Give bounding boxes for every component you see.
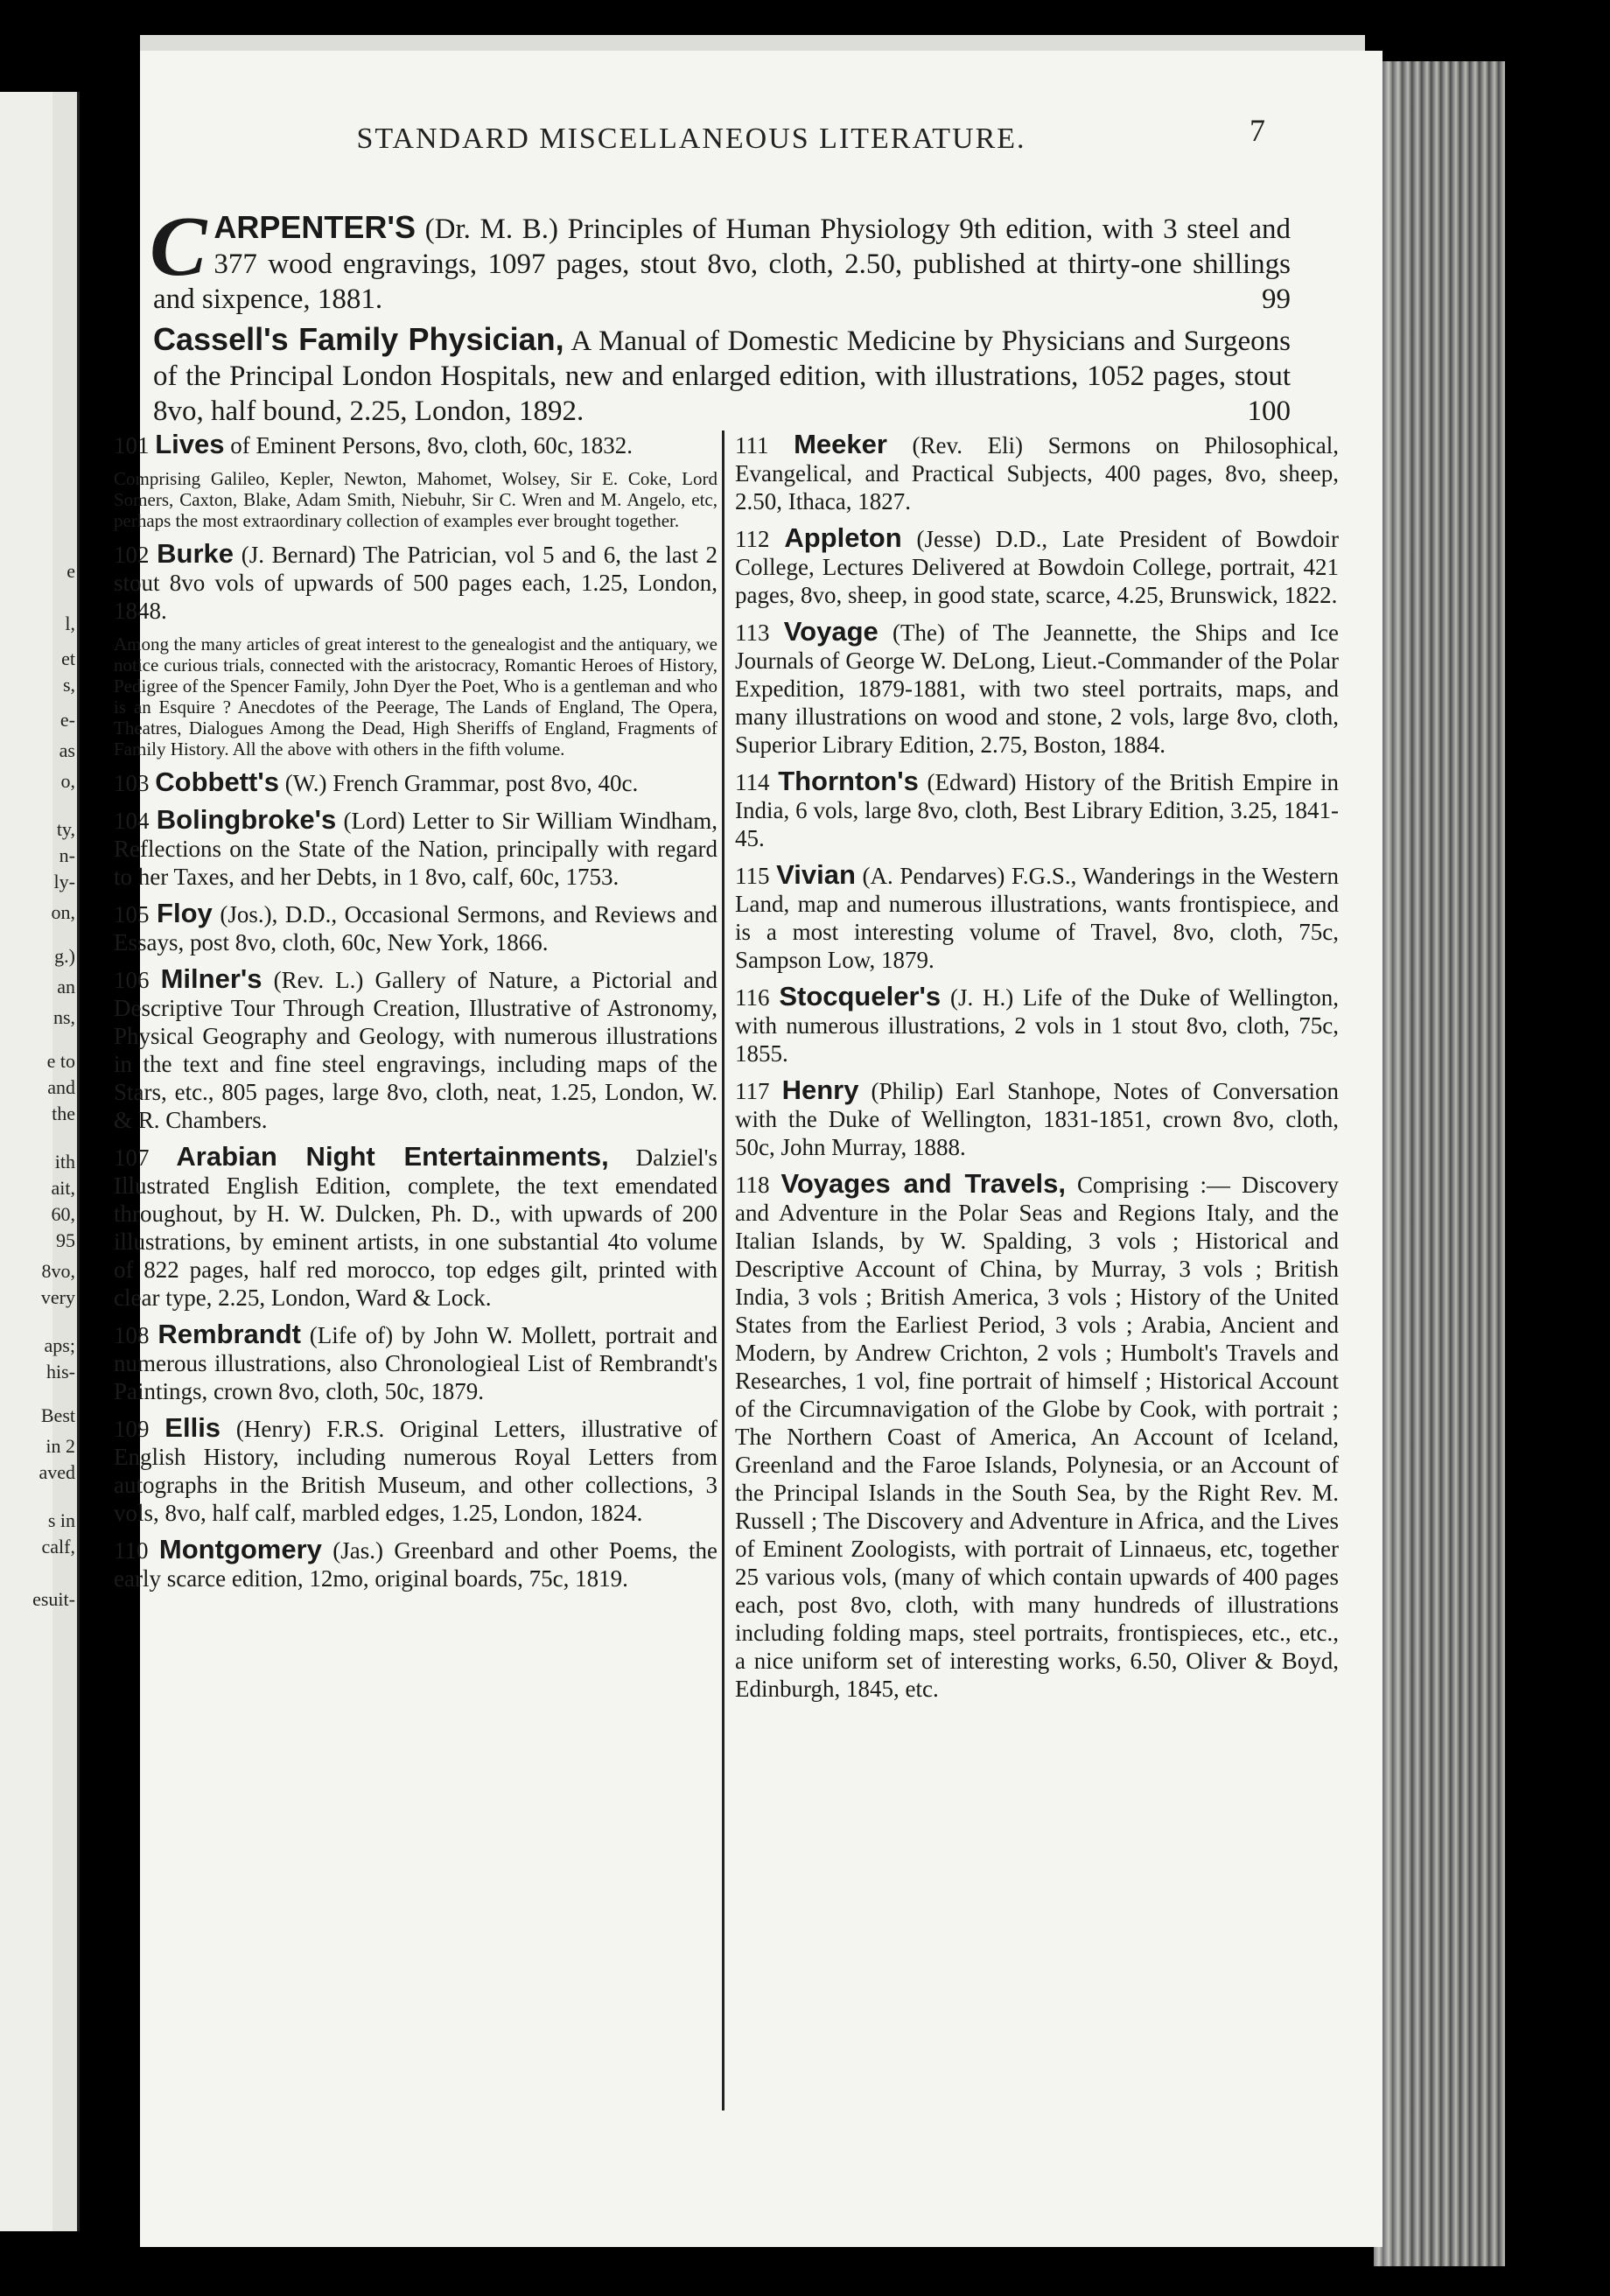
entry-number: 105 xyxy=(114,901,150,928)
catalog-entry xyxy=(114,965,718,1134)
catalog-entry xyxy=(114,1143,718,1312)
entry-number: 116 xyxy=(735,984,770,1011)
entry-name: Bolingbroke's xyxy=(156,804,337,835)
entry-text: (The) of The Jeannette, the Ships and Ice Journals of George W. DeLong, Lieut.-Commander of the Polar Expedition, 1879-1881, with two steel portraits, maps, and many illustrations on wood and stone, 2 vols, large 8vo, cloth, Superior Library Edition, 2.75, Boston, 1884. xyxy=(735,620,1340,758)
previous-page-fragment: his- xyxy=(46,1361,75,1382)
intro-entry-cassell xyxy=(153,322,1291,429)
entry-text: (J. Bernard) The Patrician, vol 5 and 6, the last 2 stout 8vo vols of upwards of 500 pages each, 1.25, London, 1848. xyxy=(114,542,718,624)
catalog-entry xyxy=(735,767,1339,852)
catalog-entry xyxy=(114,1320,718,1405)
previous-page-fragment: Best xyxy=(40,1404,75,1426)
previous-page-fragment: ait, xyxy=(51,1177,75,1199)
entry-name: Voyage xyxy=(783,616,878,647)
entry-note: Among the many articles of great interest to the genealogist and the antiquary, we notice curious trials, connected with the aristocracy, Romantic Heroes of History, Pedigree of the Spencer Family, John Dyer the Poet, Who is a gentleman and who is an Esquire ? Anecdotes of the Peerage, The Lands of England, The Opera, Theatres, Dialogues Among the Dead, High Sheriffs of England, Fragments of Family History. All the above with others in the fifth volume. xyxy=(114,634,718,760)
previous-page-fragment: aved xyxy=(38,1461,75,1483)
entry-text: (Henry) F.R.S. Original Letters, illustrative of English History, including numerous Royal Letters from autographs in the British Museum, and other collections, 3 vols, 8vo, half calf, marbled edges, 1.25, London, 1824. xyxy=(114,1416,718,1526)
catalog-entry xyxy=(735,430,1339,515)
entry-text: of Eminent Persons, 8vo, cloth, 60c, 1832. xyxy=(230,432,633,458)
entry-text: (Jas.) Greenbard and other Poems, the early scarce edition, 12mo, original boards, 75c, 1819. xyxy=(114,1537,718,1592)
entry-number: 117 xyxy=(735,1078,770,1104)
entry-number: 103 xyxy=(114,770,150,796)
entry-text: (Edward) History of the British Empire in India, 6 vols, large 8vo, cloth, Best Library Edition, 3.25, 1841-45. xyxy=(735,769,1339,851)
previous-page-fragment: the xyxy=(52,1102,75,1124)
entry-name: Cassell's Family Physician, xyxy=(153,321,564,357)
previous-page-fragment: 8vo, xyxy=(41,1260,75,1282)
entry-name: Meeker xyxy=(794,429,887,459)
intro-entry-carpenter xyxy=(150,200,1291,317)
entry-name: Lives xyxy=(155,429,225,459)
dropcap-letter: C xyxy=(150,200,207,294)
entry-number: 100 xyxy=(1247,396,1291,427)
entry-name: Montgomery xyxy=(158,1534,322,1564)
entry-text: (Lord) Letter to Sir William Windham, Reflections on the State of the Nation, principally with regard to her Taxes, and her Debts, in 1 8vo, calf, 60c, 1753. xyxy=(114,808,718,890)
entry-text: (W.) French Grammar, post 8vo, 40c. xyxy=(284,770,639,796)
catalog-entry xyxy=(114,540,718,625)
entry-number: 107 xyxy=(114,1144,150,1171)
entry-name: Vivian xyxy=(776,859,856,890)
previous-page-fragment: ns, xyxy=(52,1006,75,1028)
previous-page-fragment: 60, xyxy=(51,1203,75,1225)
entry-name: Stocqueler's xyxy=(779,981,942,1012)
entry-number: 108 xyxy=(114,1322,150,1348)
catalog-entry xyxy=(114,1536,718,1592)
previous-page-fragment: n- xyxy=(59,844,75,866)
entry-text: (Dr. M. B.) Principles of Human Physiology 9th edition, with 3 steel and 377 wood engravings, 1097 pages, stout 8vo, cloth, 2.50, published at thirty-one shillings and sixpence, 1881. xyxy=(153,214,1291,315)
entry-name: Voyages and Travels, xyxy=(780,1168,1067,1199)
previous-page-fragment: e xyxy=(66,560,75,582)
previous-page-fragment: and xyxy=(47,1076,75,1098)
page-number: 7 xyxy=(1250,113,1265,148)
entry-number: 102 xyxy=(114,542,150,568)
entry-text: (Rev. Eli) Sermons on Philosophical, Evangelical, and Practical Subjects, 400 pages, 8vo, sheep, 2.50, Ithaca, 1827. xyxy=(735,432,1340,514)
entry-name: Cobbett's xyxy=(155,766,279,797)
catalog-entry xyxy=(735,861,1339,974)
catalog-entry xyxy=(114,768,718,797)
entry-text: (A. Pendarves) F.G.S., Wanderings in the Western Land, map and numerous illustrations, wants frontispiece, and is a most interesting volume of Travel, 8vo, cloth, 75c, Sampson Low, 1879. xyxy=(735,863,1340,973)
previous-page-fragment: e- xyxy=(60,709,75,731)
previous-page-fragment: on, xyxy=(51,901,75,923)
entry-number: 104 xyxy=(114,808,150,834)
previous-page-fragment: as xyxy=(59,739,75,761)
entry-text: Dalziel's Illustrated English Edition, complete, the text emendated throughout, by H. W. Dulcken, Ph. D., with upwards of 200 illustrations, by eminent artists, in one substantial 4to volume of 822 pages, half red morocco, top edges gilt, printed with clear type, 2.25, London, Ward & Lock. xyxy=(114,1144,718,1311)
catalog-entry xyxy=(735,1170,1339,1703)
entry-number: 99 xyxy=(1262,284,1291,315)
right-column xyxy=(735,430,1339,1712)
entry-number: 111 xyxy=(735,432,769,458)
previous-page-edge xyxy=(0,92,80,2231)
catalog-entry xyxy=(735,618,1339,759)
catalog-entry xyxy=(735,983,1339,1068)
previous-page-fragment: s in xyxy=(47,1509,75,1531)
entry-text: (Philip) Earl Stanhope, Notes of Conversation with the Duke of Wellington, 1831-1851, crown 8vo, cloth, 50c, John Murray, 1888. xyxy=(735,1078,1340,1160)
catalog-entry xyxy=(735,524,1339,609)
previous-page-fragment: very xyxy=(40,1286,75,1308)
entry-number: 118 xyxy=(735,1172,770,1198)
left-column xyxy=(114,430,718,1601)
entry-text: (J. H.) Life of the Duke of Wellington, with numerous illustrations, 2 vols in 1 stout 8vo, cloth, 75c, 1855. xyxy=(735,984,1340,1067)
catalog-entry xyxy=(735,1076,1339,1161)
entry-name: Henry xyxy=(781,1074,859,1105)
running-title: STANDARD MISCELLANEOUS LITERATURE. xyxy=(356,122,1026,155)
previous-page-fragment: ly- xyxy=(53,871,75,892)
previous-page-fragment: g.) xyxy=(54,945,75,967)
entry-number: 106 xyxy=(114,967,150,993)
entry-number: 110 xyxy=(114,1537,149,1564)
previous-page-fragment: 95 xyxy=(56,1229,75,1251)
entry-name: Burke xyxy=(157,538,234,569)
previous-page-fragment: calf, xyxy=(41,1536,75,1558)
entry-text: (Jos.), D.D., Occasional Sermons, and Reviews and Essays, post 8vo, cloth, 60c, New York, 1866. xyxy=(114,901,718,956)
entry-name: Appleton xyxy=(784,522,902,553)
entry-name: Thornton's xyxy=(778,766,919,796)
previous-page-fragment: e to xyxy=(46,1050,75,1072)
catalog-entry xyxy=(114,1414,718,1527)
previous-page-fragment: ty, xyxy=(56,818,75,840)
column-divider xyxy=(722,430,724,2110)
previous-page-fragment: ith xyxy=(54,1151,75,1172)
previous-page-fragment: et xyxy=(61,648,75,669)
previous-page-fragment: o, xyxy=(60,770,75,792)
entry-number: 113 xyxy=(735,620,770,646)
intro-entries xyxy=(150,200,1291,434)
previous-page-fragment: esuit- xyxy=(32,1588,75,1610)
entry-number: 109 xyxy=(114,1416,150,1442)
entry-text: (Life of) by John W. Mollett, portrait and numerous illustrations, also Chronologieal List of Rembrandt's Paintings, crown 8vo, cloth, 50c, 1879. xyxy=(114,1322,718,1404)
previous-page-fragment: s, xyxy=(62,674,75,696)
entry-number: 115 xyxy=(735,863,770,889)
entry-name: Ellis xyxy=(164,1412,221,1443)
entry-number: 101 xyxy=(114,432,150,458)
entry-name: Rembrandt xyxy=(158,1319,301,1349)
entry-text: A Manual of Domestic Medicine by Physicians and Surgeons of the Principal London Hospitals, new and enlarged edition, with illustrations, 1052 pages, stout 8vo, half bound, 2.25, London, 1892. xyxy=(153,326,1291,427)
entry-number: 112 xyxy=(735,526,770,552)
entry-name: Milner's xyxy=(160,963,262,994)
catalog-entry xyxy=(114,430,718,459)
page-top-edge xyxy=(140,35,1365,52)
previous-page-fragment: aps; xyxy=(44,1334,75,1356)
catalog-entry xyxy=(114,900,718,956)
entry-text: (Rev. L.) Gallery of Nature, a Pictorial and Descriptive Tour Through Creation, Illustrative of Astronomy, Physical Geography and Geology, with numerous illustrations in the text and fine steel engravings, including maps of the Stars, etc., 805 pages, large 8vo, cloth, neat, 1.25, London, W. & R. Chambers. xyxy=(114,967,718,1133)
previous-page-fragment: l, xyxy=(65,612,75,634)
entry-name: Arabian Night Entertainments, xyxy=(176,1141,609,1172)
previous-page-fragment: an xyxy=(57,976,75,998)
entry-text: Comprising :— Discovery and Adventure in the Polar Seas and Regions Italy, and the Italian Islands, by W. Spalding, 3 vols ; Historical and Descriptive Account of China, by Murray, 3 vols ; British India, 3 vols ; British America, 3 vols ; History of the United States from the Earliest Period, 3 vols ; Arabia, Ancient and Modern, by Andrew Crichton, 2 vols ; Humbolt's Travels and Researches, 1 vol, fine portrait of himself ; Historical Account of the Circumnavigation of the Globe by Cook, with portrait ; The Northern Coast of America, An Account of Iceland, Greenland and the Faroe Islands, Polynesia, or an Account of the Principal Islands in the South Sea, by the Right Rev. M. Russell ; The Discovery and Adventure in Africa, and the Lives of Eminent Zoologists, with portrait of Linnaeus, etc, together 25 various vols, (many of which contain upwards of 400 pages each, post 8vo, cloth, with many hundreds of illustrations including folding maps, steel portraits, frontispieces, etc., etc., a nice uniform set of interesting works, 6.50, Oliver & Boyd, Edinburgh, 1845, etc. xyxy=(735,1172,1340,1702)
entry-note: Comprising Galileo, Kepler, Newton, Mahomet, Wolsey, Sir E. Coke, Lord Somers, Caxton, Blake, Adam Smith, Niebuhr, Sir C. Wren and M. Angelo, etc, perhaps the most extraordinary collection of examples ever brought together. xyxy=(114,468,718,531)
entry-name: ARPENTER'S xyxy=(214,209,416,245)
catalog-entry xyxy=(114,806,718,891)
entry-number: 114 xyxy=(735,769,770,795)
entry-text: (Jesse) D.D., Late President of Bowdoir College, Lectures Delivered at Bowdoin College, portrait, 421 pages, 8vo, sheep, in good state, scarce, 4.25, Brunswick, 1822. xyxy=(735,526,1339,608)
entry-name: Floy xyxy=(157,898,213,928)
previous-page-fragment: in 2 xyxy=(46,1435,75,1457)
